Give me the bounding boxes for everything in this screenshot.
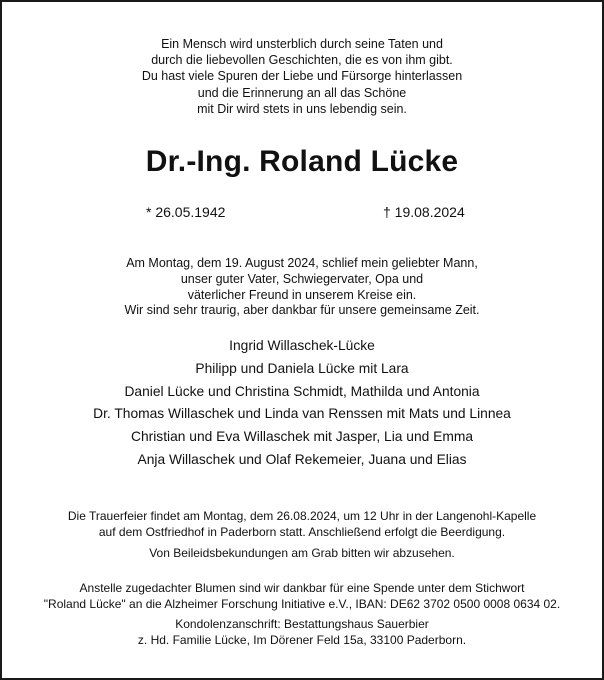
family-member: Dr. Thomas Willaschek und Linda van Renssen mit Mats und Linnea <box>93 406 511 422</box>
announcement-line: Wir sind sehr traurig, aber dankbar für unsere gemeinsame Zeit. <box>124 303 480 318</box>
address-line: z. Hd. Familie Lücke, Im Dörener Feld 15a, 33100 Paderborn. <box>137 632 467 647</box>
funeral-service-info <box>2 509 602 541</box>
family-member: Ingrid Willaschek-Lücke <box>229 338 375 353</box>
family-member: Christian und Eva Willaschek mit Jasper, Lia und Emma <box>131 429 473 445</box>
announcement-line: Am Montag, dem 19. August 2024, schlief mein geliebter Mann, <box>126 256 478 270</box>
service-line: auf dem Ostfriedhof in Paderborn statt. Anschließend erfolgt die Beerdigung. <box>98 524 506 539</box>
deceased-name: Dr.-Ing. Roland Lücke <box>145 145 459 178</box>
death-date: † 19.08.2024 <box>383 204 465 220</box>
birth-date: * 26.05.1942 <box>146 204 226 220</box>
address-line: Kondolenzanschrift: Bestattungshaus Sauerbier <box>175 617 429 631</box>
quote-line: mit Dir wird stets in uns lebendig sein. <box>197 101 407 116</box>
family-list <box>2 335 602 472</box>
death-announcement <box>2 256 602 319</box>
donation-line: Anstelle zugedachter Blumen sind wir dankbar für eine Spende unter dem Stichwort <box>79 581 525 595</box>
service-line: Die Trauerfeier findet am Montag, dem 26.08.2024, um 12 Uhr in der Langenohl-Kapelle <box>67 509 537 523</box>
announcement-line: väterlicher Freund in unserem Kreise ein. <box>187 287 417 302</box>
condolence-address <box>2 617 602 649</box>
condolence-note: Von Beileidsbekundungen am Grab bitten wir abzusehen. <box>149 546 455 560</box>
announcement-line: unser guter Vater, Schwiegervater, Opa und <box>180 271 424 286</box>
family-member: Anja Willaschek und Olaf Rekemeier, Juana und Elias <box>137 451 467 467</box>
family-member: Philipp und Daniela Lücke mit Lara <box>195 360 409 376</box>
quote-line: und die Erinnerung an all das Schöne <box>197 85 407 100</box>
quote-line: Ein Mensch wird unsterblich durch seine Taten und <box>161 37 443 51</box>
quote-line: durch die liebevollen Geschichten, die es von ihm gibt. <box>151 53 453 68</box>
donation-info <box>2 581 602 613</box>
memorial-quote <box>2 36 602 117</box>
family-member: Daniel Lücke und Christina Schmidt, Mathilda und Antonia <box>124 383 480 399</box>
donation-line: "Roland Lücke" an die Alzheimer Forschung Initiative e.V., IBAN: DE62 3702 0500 0008 0634 02. <box>43 596 561 611</box>
quote-line: Du hast viele Spuren der Liebe und Fürsorge hinterlassen <box>141 69 463 84</box>
